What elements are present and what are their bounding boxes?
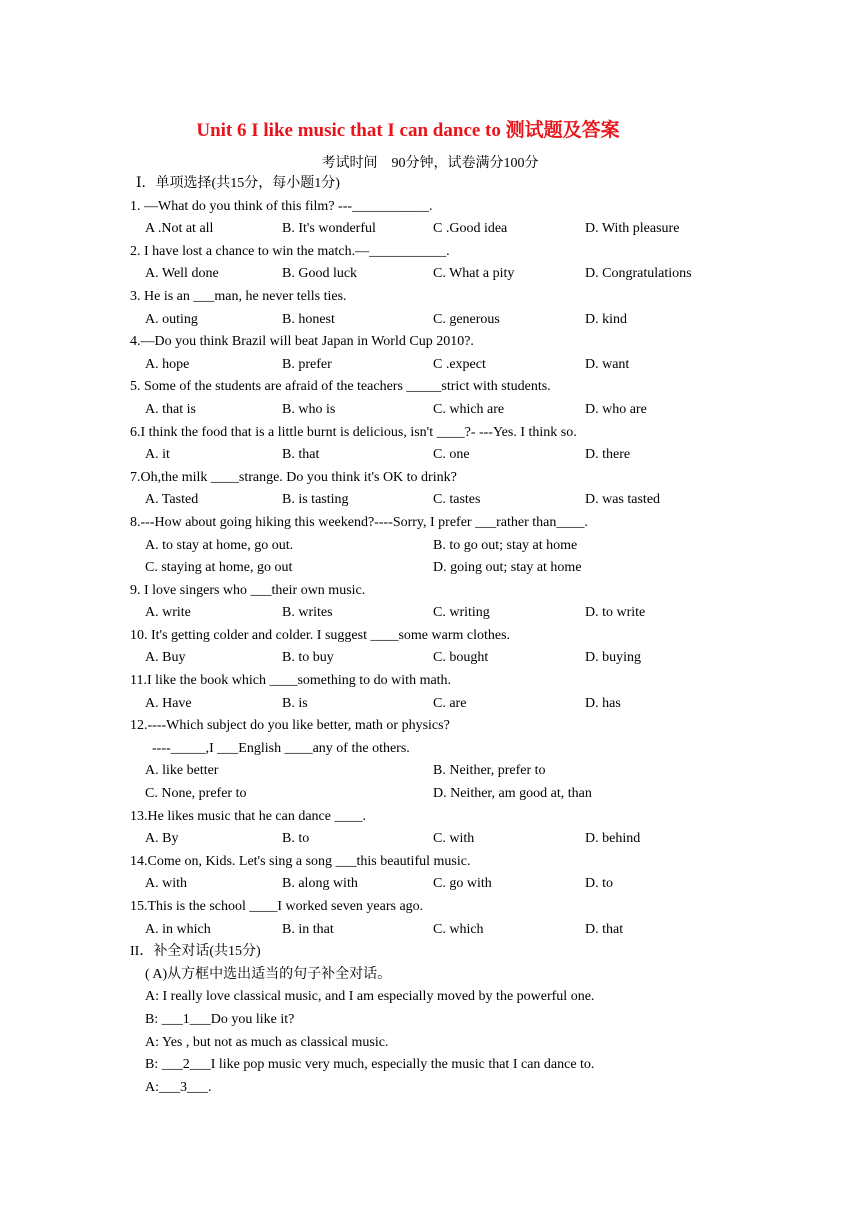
question-stem: 15.This is the school ____I worked seven years ago. [130,899,424,914]
option-a: A. with [145,876,187,892]
option-b: B. that [282,447,320,463]
option-a: A. write [145,605,191,621]
option-b: B. along with [282,876,358,892]
option-c: C. generous [433,311,500,327]
question-stem: 2. I have lost a chance to win the match.—___________. [130,243,450,259]
option-d: D. to [585,876,613,892]
option-c: C. staying at home, go out [145,560,293,576]
question-stem: 1. —What do you think of this film? ---___________. [130,198,433,214]
option-d: D. want [585,356,630,372]
exam-content [0,173,860,1099]
option-d: D. has [585,695,621,711]
option-a: A .Not at all [145,221,214,237]
option-a: A. Have [145,695,192,711]
option-d: D. buying [585,650,641,666]
page-title: Unit 6 I like music that I can dance to 测试题及答案 [196,120,620,141]
option-c: C. What a pity [433,266,515,282]
option-d: D. Congratulations [585,266,692,282]
option-b: B. to go out; stay at home [433,537,578,553]
option-c: C. writing [433,605,490,621]
question-stem-continued: ----_____,I ___English ____any of the others. [152,740,410,756]
option-a: A. Buy [145,650,186,666]
option-c: C. bought [433,650,489,666]
option-a: A. Well done [145,266,219,282]
option-d: D. With pleasure [585,221,680,237]
option-a: A. outing [145,311,198,327]
question-stem: 14.Come on, Kids. Let's sing a song ___this beautiful music. [130,853,471,869]
option-b: B. Neither, prefer to [433,763,546,779]
dialogue-line: A: I really love classical music, and I am especially moved by the powerful one. [145,989,595,1005]
question-stem: 6.I think the food that is a little burnt is delicious, isn't ____?- ---Yes. I think so. [130,424,577,440]
exam-info: 考试时间 90分钟，试卷满分100分 [321,156,539,171]
option-b: B. to buy [282,650,334,666]
option-c: C. go with [433,876,492,892]
option-d: D. going out; stay at home [433,560,582,576]
option-a: A. hope [145,356,190,372]
section-instruction: ( A)从方框中选出适当的句子补全对话。 [145,966,392,982]
option-b: B. Good luck [282,266,358,282]
question-stem: 7.Oh,the milk ____strange. Do you think it's OK to drink? [130,469,457,485]
option-b: B. is tasting [282,492,349,508]
question-stem: 10. It's getting colder and colder. I suggest ____some warm clothes. [130,627,511,643]
option-c: C .Good idea [433,221,508,237]
section-heading: Ⅰ．单项选择(共15分，每小题1分) [136,176,340,191]
option-b: B. honest [282,311,335,327]
option-c: C. None, prefer to [145,786,247,802]
question-stem: 3. He is an ___man, he never tells ties. [130,288,347,304]
dialogue-line: B: ___1___Do you like it? [145,1011,295,1027]
option-b: B. to [282,831,310,847]
option-d: D. that [585,921,624,937]
option-b: B. It's wonderful [282,221,376,237]
question-stem: 11.I like the book which ____something to do with math. [130,673,452,689]
option-a: A. By [145,831,179,847]
option-a: A. to stay at home, go out. [145,537,294,553]
option-a: A. that is [145,401,196,417]
option-b: B. who is [282,401,336,417]
dialogue-line: A: Yes , but not as much as classical music. [145,1034,389,1050]
option-a: A. it [145,447,170,463]
option-b: B. is [282,695,308,711]
option-d: D. was tasted [585,492,661,508]
question-stem: 13.He likes music that he can dance ____. [130,808,366,824]
option-a: A. like better [145,763,219,779]
option-d: D. who are [585,401,647,417]
option-c: C. are [433,695,467,711]
option-b: B. writes [282,605,333,621]
option-d: D. behind [585,831,641,847]
dialogue-line: A:___3___. [145,1079,212,1095]
option-c: C. with [433,831,475,847]
option-d: D. to write [585,605,646,621]
option-c: C. one [433,447,470,463]
question-stem: 8.---How about going hiking this weekend?----Sorry, I prefer ___rather than____. [130,514,588,530]
option-c: C. which are [433,401,505,417]
option-b: B. prefer [282,356,332,372]
question-stem: 12.----Which subject do you like better, math or physics? [130,718,450,734]
question-stem: 4.—Do you think Brazil will beat Japan in World Cup 2010?. [130,334,474,350]
option-a: A. Tasted [145,492,199,508]
option-a: A. in which [145,921,211,937]
section-heading: II．补全对话(共15分) [130,944,261,960]
dialogue-line: B: ___2___I like pop music very much, especially the music that I can dance to. [145,1057,595,1073]
option-c: C. tastes [433,492,481,508]
option-d: D. Neither, am good at, than [433,786,592,802]
option-c: C .expect [433,356,486,372]
option-d: D. kind [585,311,627,327]
option-d: D. there [585,447,631,463]
option-b: B. in that [282,921,334,937]
question-stem: 9. I love singers who ___their own music. [130,582,366,598]
question-stem: 5. Some of the students are afraid of the teachers _____strict with students. [130,379,551,395]
option-c: C. which [433,921,484,937]
